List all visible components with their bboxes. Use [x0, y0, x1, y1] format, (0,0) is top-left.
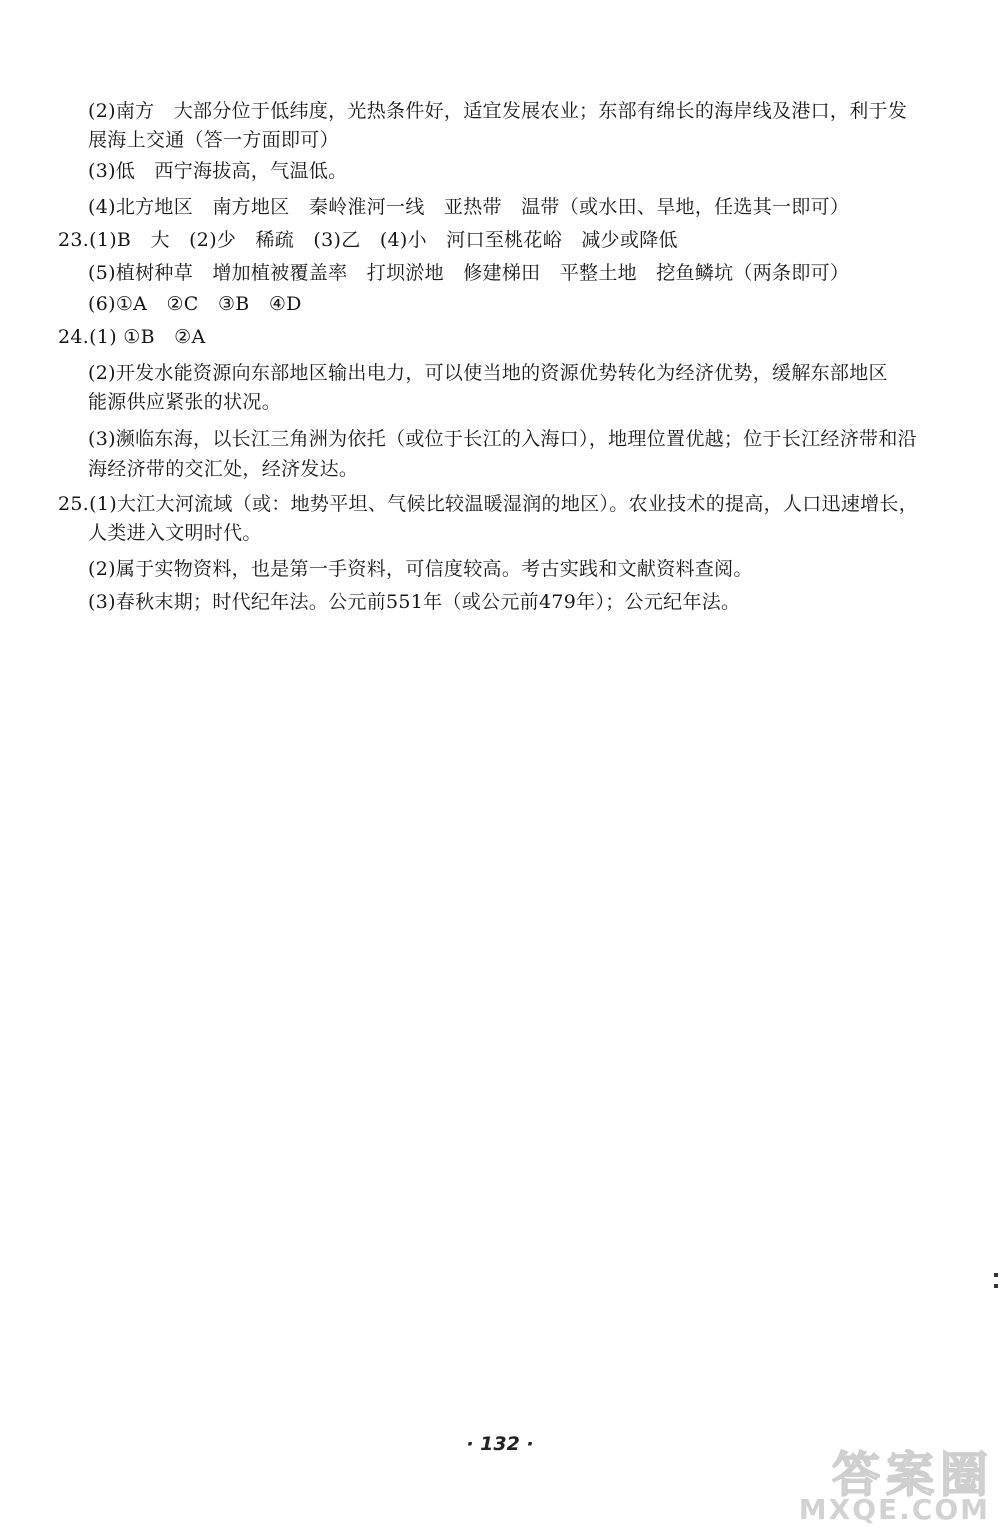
- answer-line: 展海上交通（答一方面即可）: [88, 129, 339, 151]
- edge-dot: [994, 1284, 998, 1288]
- answer-line: 23.(1)B 大 (2)少 稀疏 (3)乙 (4)小 河口至桃花峪 减少或降低: [58, 229, 678, 251]
- answer-line: 人类进入文明时代。: [88, 522, 262, 544]
- answer-line: 24.(1) ①B ②A: [58, 326, 206, 348]
- answer-line: (3)低 西宁海拔高，气温低。: [88, 160, 348, 182]
- answer-line: (4)北方地区 南方地区 秦岭淮河一线 亚热带 温带（或水田、旱地，任选其一即可）: [88, 196, 850, 218]
- edge-dot: [994, 1273, 998, 1277]
- answer-line: 能源供应紧张的状况。: [88, 391, 282, 413]
- watermark: [726, 1436, 994, 1528]
- watermark-url: MXQE.COM: [798, 1493, 990, 1526]
- answer-line: 海经济带的交汇处，经济发达。: [88, 458, 359, 480]
- answer-line: (2)开发水能资源向东部地区输出电力，可以使当地的资源优势转化为经济优势，缓解东部地区: [88, 362, 888, 384]
- watermark-logo: 答案圈: [831, 1447, 994, 1503]
- answer-line: (3)春秋末期；时代纪年法。公元前551年（或公元前479年）；公元纪年法。: [88, 591, 741, 613]
- answer-line: (5)植树种草 增加植被覆盖率 打坝淤地 修建梯田 平整土地 挖鱼鳞坑（两条即可）: [88, 262, 850, 284]
- edge-mark: [994, 1273, 998, 1303]
- answer-line: 25.(1)大江大河流域（或：地势平坦、气候比较温暖湿润的地区）。农业技术的提高，人口迅速增长，: [58, 493, 919, 515]
- answer-line: (2)属于实物资料，也是第一手资料，可信度较高。考古实践和文献资料查阅。: [88, 558, 753, 580]
- answer-line: (3)濒临东海，以长江三角洲为依托（或位于长江的入海口），地理位置优越；位于长江经济带和沿: [88, 428, 917, 450]
- answer-line: (6)①A ②C ③B ④D: [88, 293, 302, 315]
- answer-line: (2)南方 大部分位于低纬度，光热条件好，适宜发展农业；东部有绵长的海岸线及港口，利于发: [88, 100, 908, 122]
- page-number: · 132 ·: [466, 1433, 534, 1455]
